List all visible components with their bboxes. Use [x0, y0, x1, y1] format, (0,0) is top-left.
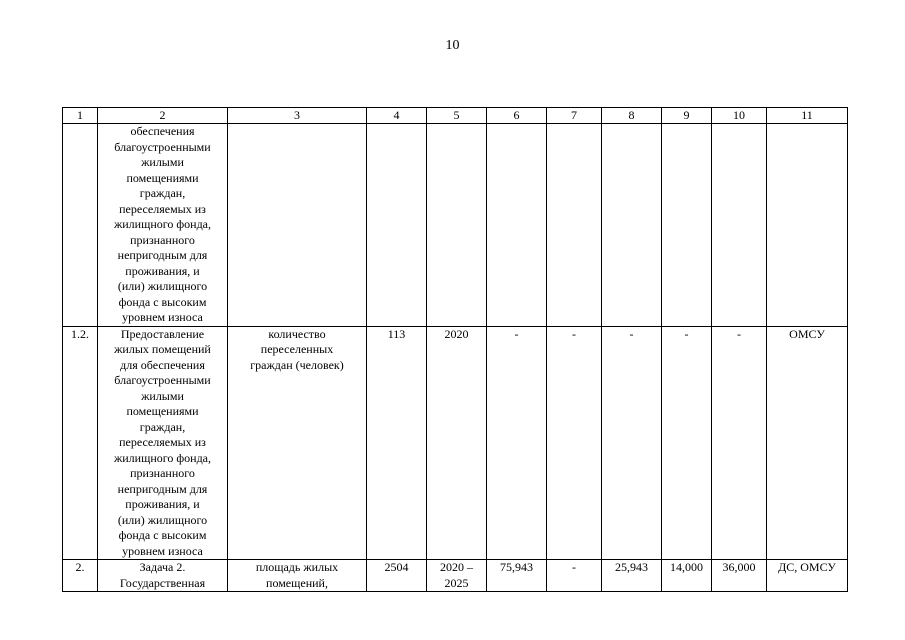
table-row: [63, 124, 848, 327]
table-header-row: [63, 108, 848, 124]
column-header: 3: [228, 108, 367, 124]
table-cell: [712, 124, 767, 327]
table-cell: 113: [367, 326, 427, 560]
program-table: [62, 107, 848, 592]
table-cell: 25,943: [602, 560, 662, 592]
table-cell: 14,000: [662, 560, 712, 592]
table-cell: -: [712, 326, 767, 560]
table-cell: ОМСУ: [767, 326, 848, 560]
table-cell: [367, 124, 427, 327]
table-cell: -: [602, 326, 662, 560]
table-cell: [487, 124, 547, 327]
table-cell: 75,943: [487, 560, 547, 592]
table-cell: Задача 2. Государственная: [98, 560, 228, 592]
table-cell: 2504: [367, 560, 427, 592]
table-cell: [662, 124, 712, 327]
table-cell: 2020 – 2025: [427, 560, 487, 592]
column-header: 4: [367, 108, 427, 124]
column-header: 10: [712, 108, 767, 124]
column-header: 5: [427, 108, 487, 124]
column-header: 11: [767, 108, 848, 124]
table-cell: -: [662, 326, 712, 560]
column-header: 6: [487, 108, 547, 124]
table-cell: ДС, ОМСУ: [767, 560, 848, 592]
table-cell: [427, 124, 487, 327]
column-header: 8: [602, 108, 662, 124]
table-cell: площадь жилых помещений,: [228, 560, 367, 592]
table-cell: [602, 124, 662, 327]
table-cell: 1.2.: [63, 326, 98, 560]
table-cell: количество переселенных граждан (человек): [228, 326, 367, 560]
table-cell: -: [487, 326, 547, 560]
table-cell: [767, 124, 848, 327]
table-cell: -: [547, 326, 602, 560]
table-cell: 36,000: [712, 560, 767, 592]
page-number: 10: [445, 38, 460, 53]
table-cell: [547, 124, 602, 327]
table-cell: [63, 124, 98, 327]
table-cell: 2.: [63, 560, 98, 592]
table-cell: [228, 124, 367, 327]
table-row: [63, 326, 848, 560]
column-header: 9: [662, 108, 712, 124]
table-cell: Предоставление жилых помещений для обеспечения благоустроенными жилыми помещениями граждан, переселяемых из жилищного фонда, признанного непригодным для проживания, и (или) жилищного фонда с высоким уровнем износа: [98, 326, 228, 560]
table-cell: обеспечения благоустроенными жилыми помещениями граждан, переселяемых из жилищного фонда, признанного непригодным для проживания, и (или) жилищного фонда с высоким уровнем износа: [98, 124, 228, 327]
column-header: 2: [98, 108, 228, 124]
table-cell: -: [547, 560, 602, 592]
table-row: [63, 560, 848, 592]
column-header: 7: [547, 108, 602, 124]
column-header: 1: [63, 108, 98, 124]
table-cell: 2020: [427, 326, 487, 560]
